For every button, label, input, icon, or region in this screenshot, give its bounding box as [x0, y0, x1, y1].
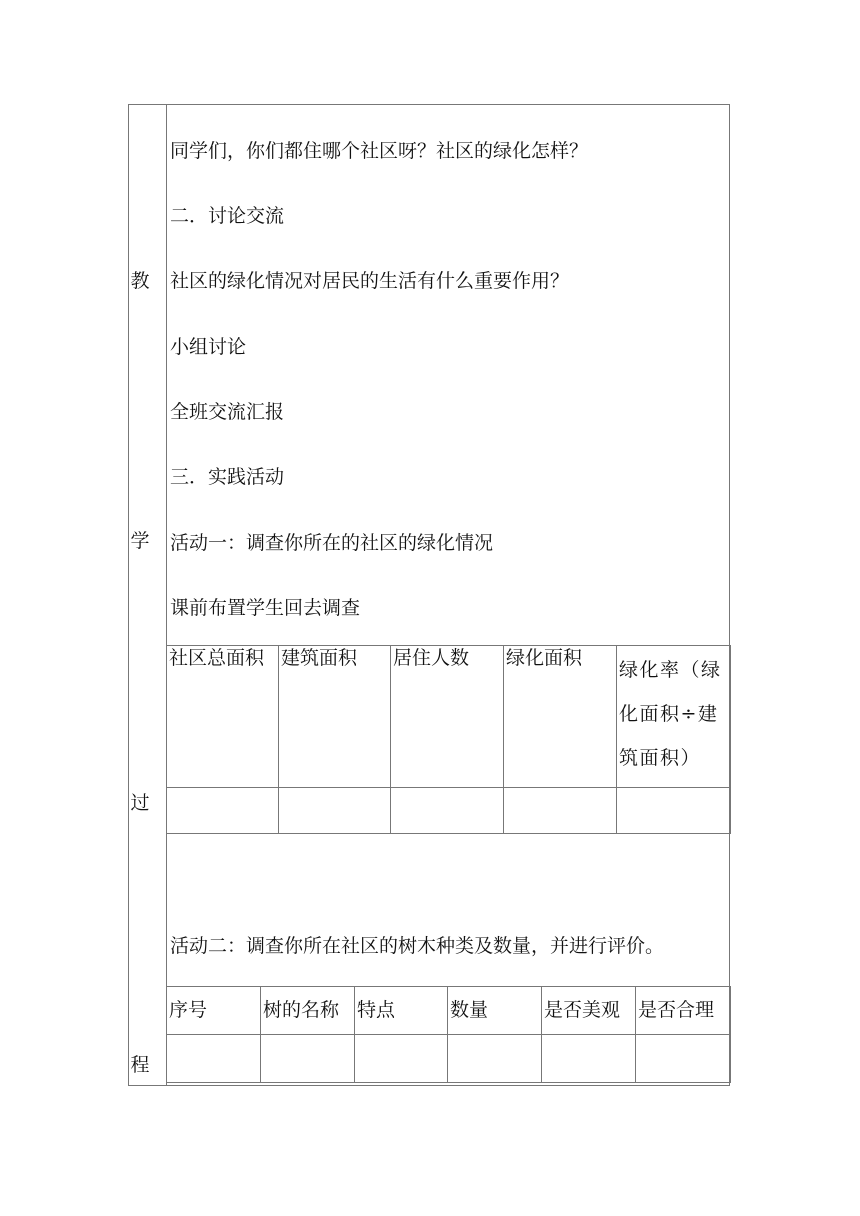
table-header-cell: 是否美观: [542, 987, 636, 1035]
table-cell: [504, 788, 617, 834]
homework-note: 课前布置学生回去调查: [170, 597, 361, 619]
table-cell: [167, 1035, 261, 1083]
table-header-cell: 树的名称: [261, 987, 355, 1035]
discussion-question: 社区的绿化情况对居民的生活有什么重要作用？: [170, 270, 570, 292]
table-header-cell: 绿化率（绿化面积÷建筑面积）: [617, 646, 731, 788]
table-cell: [355, 1035, 448, 1083]
table-cell: [167, 788, 279, 834]
table-cell: [279, 788, 391, 834]
side-label-char: 程: [130, 1054, 150, 1076]
table-header-cell: 绿化面积: [504, 646, 617, 788]
table-cell: [617, 788, 731, 834]
tree-survey-table: [166, 986, 731, 1083]
table-header-cell: 序号: [167, 987, 261, 1035]
section-heading: 三．实践活动: [170, 466, 285, 488]
side-label-char: 过: [130, 792, 150, 814]
side-label-char: 学: [130, 530, 150, 552]
activity-two: 活动二：调查你所在社区的树木种类及数量，并进行评价。: [170, 935, 665, 957]
column-divider: [166, 104, 167, 1086]
greening-survey-table: [166, 645, 731, 834]
side-label-char: 教: [130, 270, 150, 292]
table-cell: [636, 1035, 731, 1083]
intro-question: 同学们，你们都住哪个社区呀？社区的绿化怎样？: [170, 140, 589, 162]
table-header-cell: 特点: [355, 987, 448, 1035]
table-header-cell: 数量: [448, 987, 542, 1035]
table-header-cell: 建筑面积: [279, 646, 391, 788]
table-header-cell: 是否合理: [636, 987, 731, 1035]
class-report: 全班交流汇报: [170, 401, 285, 423]
section-heading: 二．讨论交流: [170, 205, 285, 227]
table-cell: [542, 1035, 636, 1083]
activity-one: 活动一：调查你所在的社区的绿化情况: [170, 532, 494, 554]
table-header-cell: 居住人数: [391, 646, 504, 788]
table-header-cell: 社区总面积: [167, 646, 279, 788]
table-cell: [448, 1035, 542, 1083]
group-discussion: 小组讨论: [170, 336, 247, 358]
table-cell: [261, 1035, 355, 1083]
table-cell: [391, 788, 504, 834]
